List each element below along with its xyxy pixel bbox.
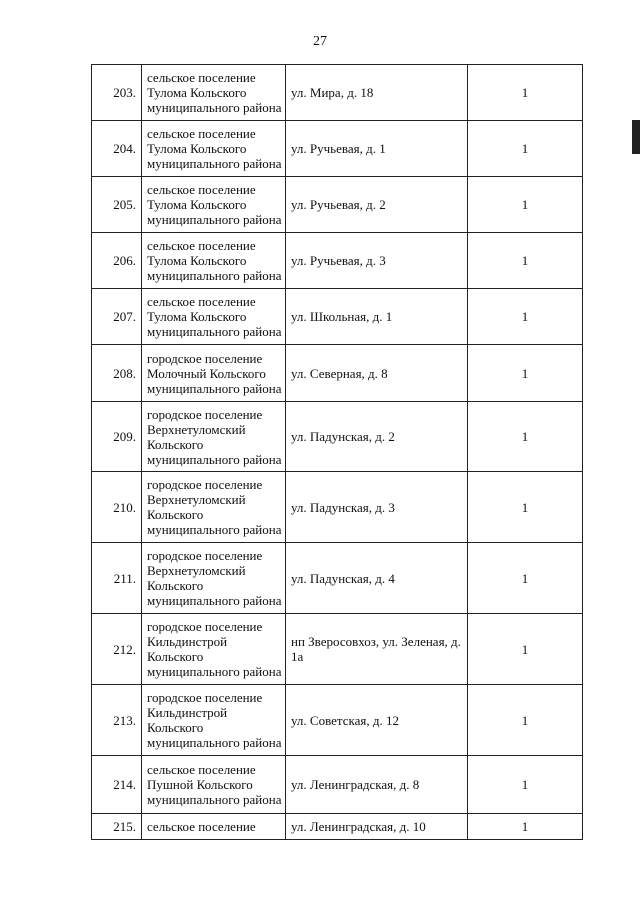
count: 1: [468, 345, 583, 402]
settlement-name: [142, 614, 286, 685]
count: 1: [468, 65, 583, 121]
count: 1: [468, 472, 583, 543]
table-row: [92, 233, 583, 289]
settlement-name: [142, 814, 286, 840]
row-number: 204.: [92, 121, 142, 177]
address: ул. Падунская, д. 4: [286, 543, 468, 614]
settlement-name-line: муниципального района: [147, 324, 282, 339]
settlement-name: [142, 233, 286, 289]
settlement-name: [142, 345, 286, 402]
row-number: 203.: [92, 65, 142, 121]
settlement-name-line: городское поселение: [147, 548, 263, 563]
settlement-address-table: [91, 64, 583, 840]
settlement-name: [142, 121, 286, 177]
settlement-name-line: сельское поселение: [147, 126, 256, 141]
address: ул. Ручьевая, д. 1: [286, 121, 468, 177]
settlement-name: [142, 685, 286, 756]
count: 1: [468, 177, 583, 233]
count: 1: [468, 543, 583, 614]
settlement-name-line: Тулома Кольского: [147, 141, 247, 156]
table-row: [92, 614, 583, 685]
settlement-name-line: муниципального района: [147, 664, 282, 679]
row-number: 207.: [92, 289, 142, 345]
settlement-name-line: сельское поселение: [147, 70, 256, 85]
settlement-name-line: Кольского: [147, 507, 204, 522]
table-row: [92, 289, 583, 345]
settlement-name-line: Тулома Кольского: [147, 85, 247, 100]
address: ул. Ленинградская, д. 10: [286, 814, 468, 840]
settlement-name-line: городское поселение: [147, 406, 263, 422]
settlement-name-line: Тулома Кольского: [147, 197, 247, 212]
count: 1: [468, 685, 583, 756]
settlement-name-line: Кильдинстрой: [147, 705, 228, 720]
table-row: [92, 177, 583, 233]
count: 1: [468, 121, 583, 177]
settlement-name-line: муниципального района: [147, 522, 282, 537]
settlement-name: [142, 177, 286, 233]
settlement-name-line: городское поселение: [147, 619, 263, 634]
row-number: 205.: [92, 177, 142, 233]
address: ул. Ручьевая, д. 2: [286, 177, 468, 233]
row-number: 214.: [92, 756, 142, 814]
settlement-name-line: муниципального района: [147, 156, 282, 171]
settlement-name-line: Кольского: [147, 436, 204, 452]
count: 1: [468, 233, 583, 289]
row-number: 208.: [92, 345, 142, 402]
settlement-name-line: Верхнетуломский: [147, 421, 246, 437]
row-number: 213.: [92, 685, 142, 756]
settlement-name-line: муниципального района: [147, 792, 282, 807]
table-row: [92, 685, 583, 756]
row-number: 215.: [92, 814, 142, 840]
settlement-name: [142, 543, 286, 614]
settlement-name: [142, 289, 286, 345]
table-row: [92, 65, 583, 121]
settlement-name: [142, 65, 286, 121]
table-row: [92, 345, 583, 402]
row-number: 206.: [92, 233, 142, 289]
settlement-name-line: муниципального района: [147, 380, 282, 396]
table-row: [92, 543, 583, 614]
address: ул. Ручьевая, д. 3: [286, 233, 468, 289]
address: ул. Северная, д. 8: [286, 345, 468, 402]
settlement-name-line: Кильдинстрой: [147, 634, 228, 649]
settlement-name-line: городское поселение: [147, 690, 263, 705]
settlement-name-line: Пушной Кольского: [147, 777, 253, 792]
settlement-name-line: Тулома Кольского: [147, 309, 247, 324]
count: 1: [468, 402, 583, 472]
address: ул. Падунская, д. 2: [286, 402, 468, 472]
settlement-name-line: муниципального района: [147, 593, 282, 608]
row-number: 212.: [92, 614, 142, 685]
settlement-name-line: муниципального района: [147, 268, 282, 283]
settlement-name-line: Кольского: [147, 649, 204, 664]
settlement-name-line: сельское поселение: [147, 238, 256, 253]
page-number: 27: [313, 34, 327, 49]
settlement-name-line: муниципального района: [147, 100, 282, 115]
table-body: [92, 65, 583, 840]
address: ул. Мира, д. 18: [286, 65, 468, 121]
settlement-name-line: сельское поселение: [147, 819, 256, 834]
settlement-name-line: муниципального района: [147, 451, 282, 467]
settlement-name-line: Молочный Кольского: [147, 365, 266, 381]
settlement-name: [142, 472, 286, 543]
address: ул. Школьная, д. 1: [286, 289, 468, 345]
address: ул. Советская, д. 12: [286, 685, 468, 756]
settlement-name-line: Тулома Кольского: [147, 253, 247, 268]
settlement-name-line: городское поселение: [147, 350, 263, 366]
settlement-name-line: муниципального района: [147, 735, 282, 750]
settlement-name-line: сельское поселение: [147, 182, 256, 197]
address: нп Зверосовхоз, ул. Зеленая, д. 1а: [286, 614, 468, 685]
scan-edge-mark: [632, 120, 640, 154]
settlement-name-line: Верхнетуломский: [147, 492, 246, 507]
table-row: [92, 121, 583, 177]
count: 1: [468, 814, 583, 840]
address: ул. Падунская, д. 3: [286, 472, 468, 543]
settlement-name-line: сельское поселение: [147, 294, 256, 309]
settlement-name-line: Кольского: [147, 720, 204, 735]
row-number: 209.: [92, 402, 142, 472]
settlement-name-line: городское поселение: [147, 477, 263, 492]
row-number: 210.: [92, 472, 142, 543]
table-row: [92, 402, 583, 472]
count: 1: [468, 756, 583, 814]
table-row: [92, 472, 583, 543]
settlement-name: [142, 402, 286, 472]
address: ул. Ленинградская, д. 8: [286, 756, 468, 814]
settlement-name-line: сельское поселение: [147, 762, 256, 777]
settlement-name: [142, 756, 286, 814]
row-number: 211.: [92, 543, 142, 614]
settlement-name-line: Кольского: [147, 578, 204, 593]
table-row: [92, 814, 583, 840]
settlement-name-line: муниципального района: [147, 212, 282, 227]
table-row: [92, 756, 583, 814]
count: 1: [468, 614, 583, 685]
count: 1: [468, 289, 583, 345]
settlement-name-line: Верхнетуломский: [147, 563, 246, 578]
